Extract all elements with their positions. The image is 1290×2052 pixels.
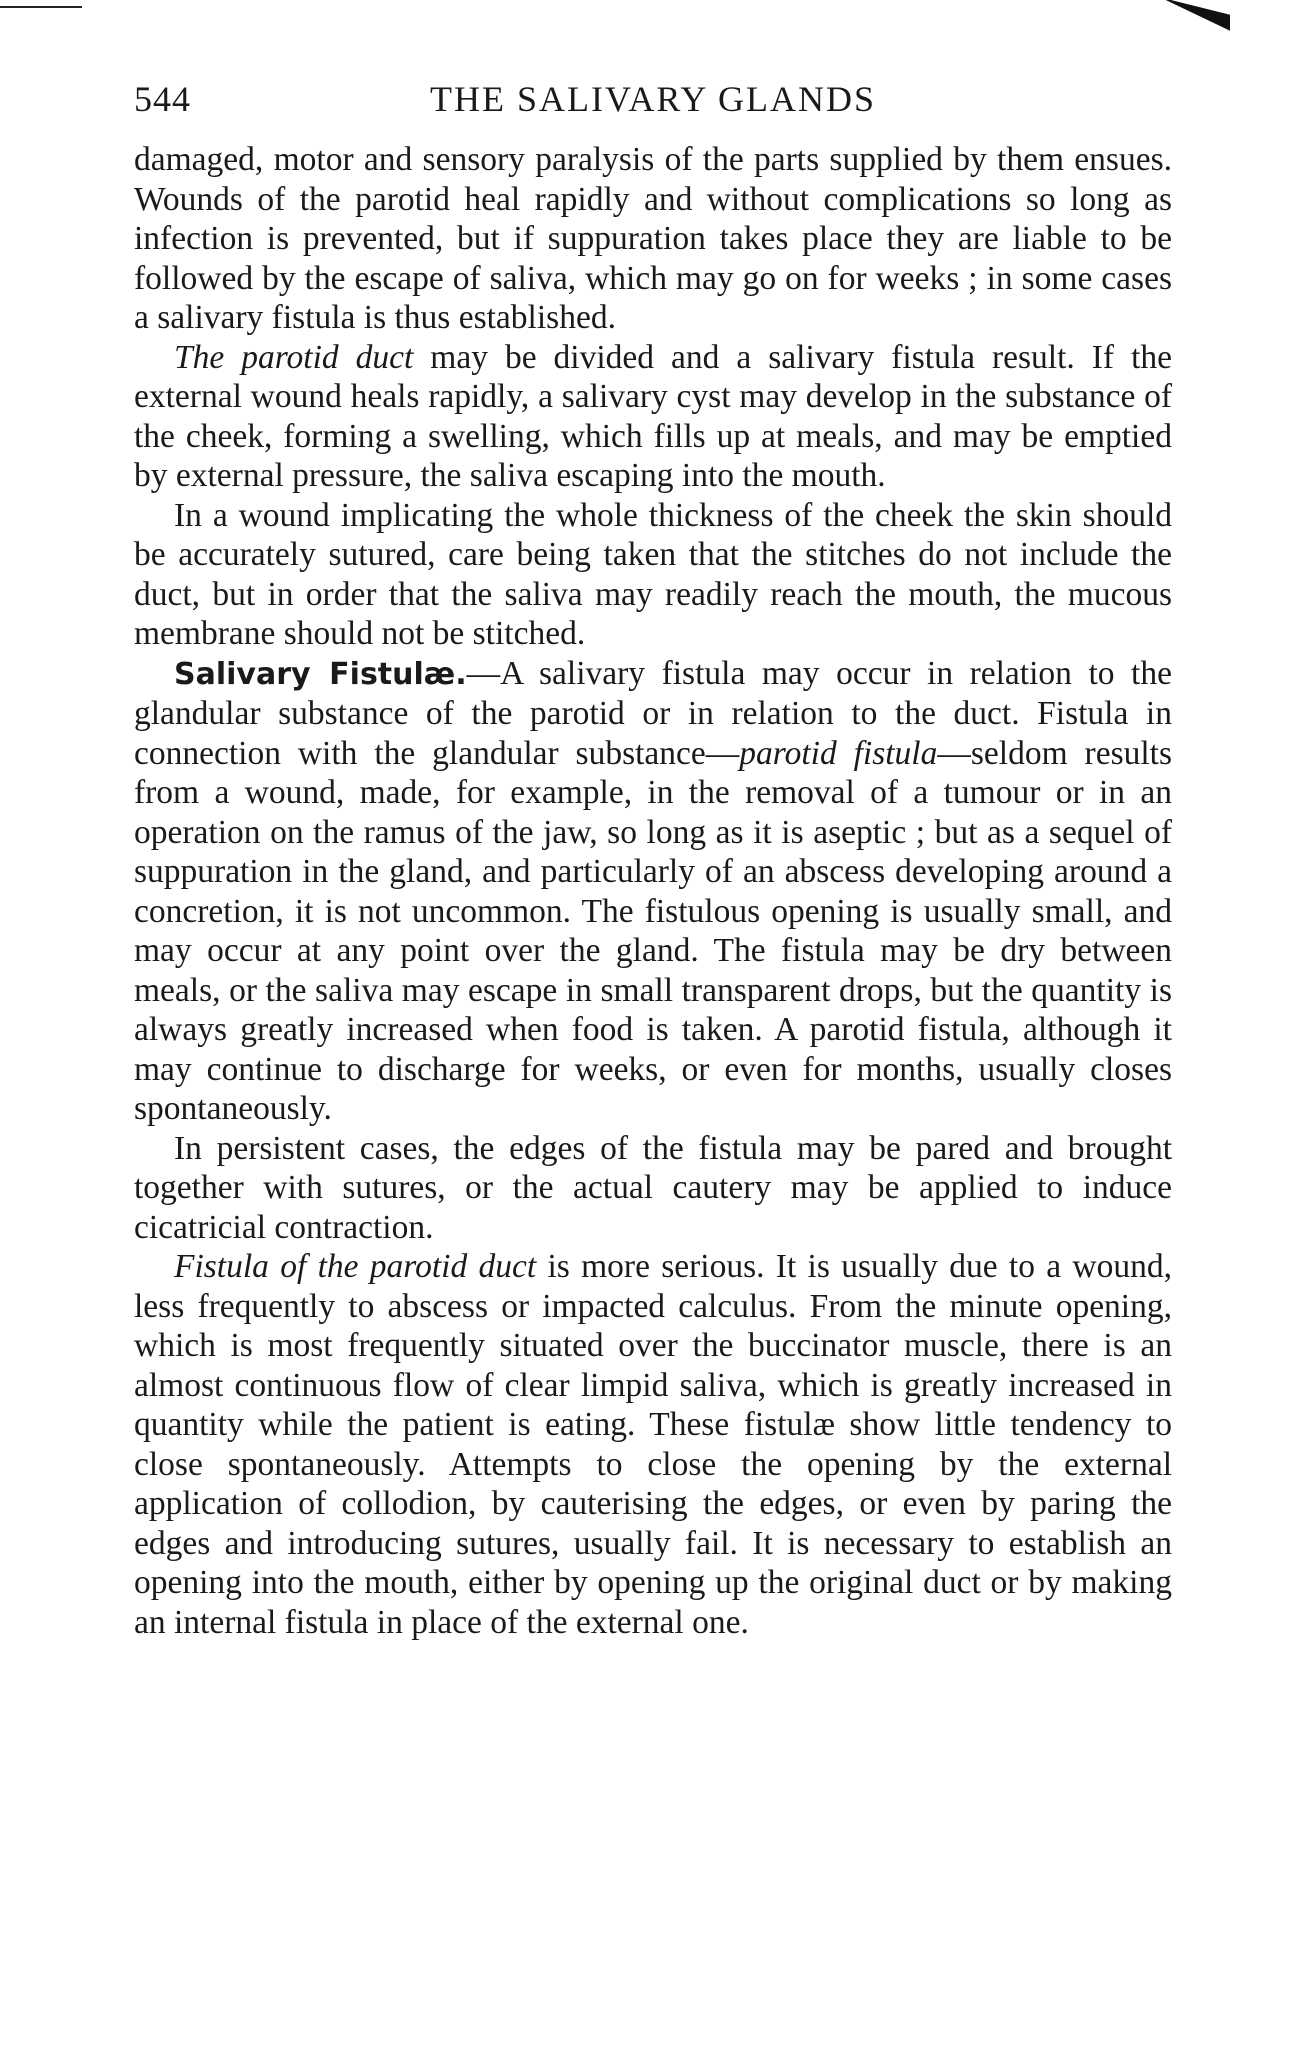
- running-head: [134, 78, 1172, 140]
- parotid-duct-italic: The parotid duct: [174, 338, 414, 376]
- section-heading-salivary-fistulae: Salivary Fistulæ.: [174, 656, 467, 692]
- paragraph-3: In a wound implicating the whole thickness of the cheek the skin should be accurately sutured, care being taken that the stitches do not include the duct, but in order that the saliva may readily reach the mouth, the mucous membrane should not be stitched.: [134, 496, 1172, 652]
- paragraph-5: In persistent cases, the edges of the fistula may be pared and brought together with sutures, or the actual cautery may be applied to induce cicatricial contraction.: [134, 1129, 1172, 1246]
- fistula-duct-italic: Fistula of the parotid duct: [174, 1248, 537, 1285]
- top-edge-rule: [0, 6, 82, 8]
- paragraph-4-text-a: —A salivary fistula may occur in relation to the glandular substance of the parotid or in relation to the duct. Fistula in connection with the glandular substance—: [134, 654, 1172, 772]
- paragraph-6: [134, 1247, 1172, 1642]
- paragraph-2-text: may be divided and a salivary fistula result. If the external wound heals rapidly, a salivary cyst may develop in the substance of the cheek, forming a swelling, which fills up at meals, and may be emptied by external pressure, the saliva escaping into the mouth.: [134, 338, 1172, 494]
- paragraph-6-text: is more serious. It is usually due to a wound, less frequently to abscess or impacted calculus. From the minute opening, which is most frequently situated over the buccinator muscle, there is an almost continuous flow of clear limpid saliva, which is greatly increased in quantity while the patient is eating. These fistulæ show little tendency to close spontaneously. Attempts to close the opening by the external application of collodion, by cauterising the edges, or even by paring the edges and introducing sutures, usually fail. It is necessary to establish an opening into the mouth, either by opening up the original duct or by making an internal fistula in place of the external one.: [134, 1248, 1172, 1641]
- book-page: [134, 78, 1172, 1642]
- corner-mark: [1160, 0, 1230, 31]
- page-number: 544: [134, 79, 191, 119]
- paragraph-1: damaged, motor and sensory paralysis of the parts supplied by them ensues. Wounds of the parotid heal rapidly and without complications so long as infection is prevented, but if suppuration takes place they are liable to be followed by the escape of saliva, which may go on for weeks ; in some cases a salivary fistula is thus established.: [134, 141, 1172, 336]
- paragraph-4: [134, 654, 1172, 1129]
- parotid-fistula-italic: parotid fistula: [739, 734, 938, 772]
- paragraph-2: [134, 338, 1172, 496]
- body-text: [134, 140, 1172, 1642]
- running-title: THE SALIVARY GLANDS: [429, 79, 877, 119]
- paragraph-4-text-b: —seldom results from a wound, made, for example, in the removal of a tumour or in an operation on the ramus of the jaw, so long as it is aseptic ; but as a sequel of suppuration in the gland, and particularly of an abscess developing around a concretion, it is not uncommon. The fistulous opening is usually small, and may occur at any point over the gland. The fistula may be dry between meals, or the saliva may escape in small transparent drops, but the quantity is always greatly increased when food is taken. A parotid fistula, although it may continue to discharge for weeks, or even for months, usually closes spontaneously.: [134, 734, 1173, 1127]
